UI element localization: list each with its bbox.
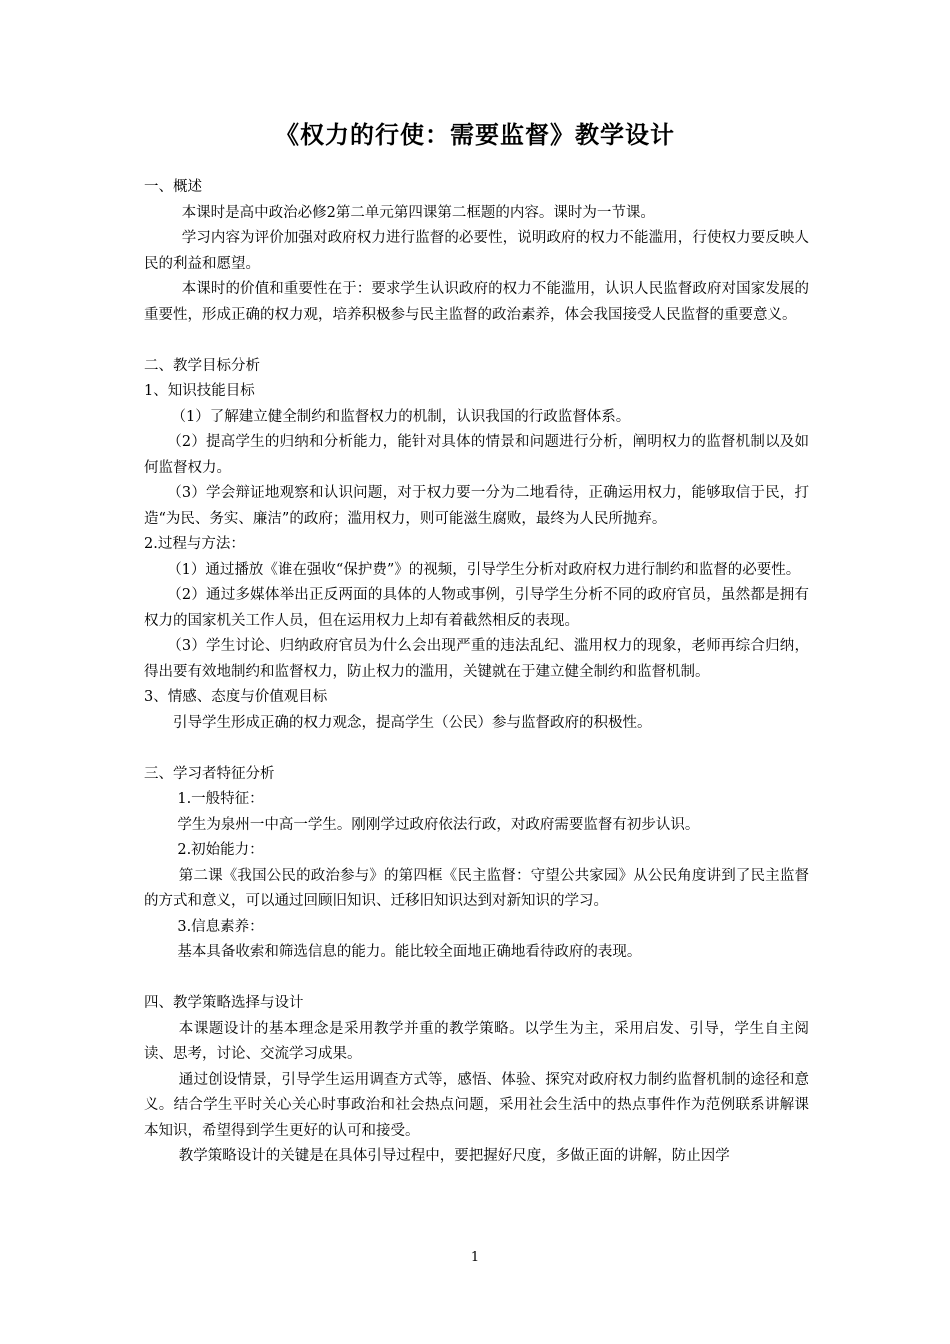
paragraph: （1）通过播放《谁在强收“保护费”》的视频，引导学生分析对政府权力进行制约和监督的必要性。 xyxy=(167,561,801,578)
paragraph: 学生为泉州一中高一学生。刚刚学过政府依法行政，对政府需要监督有初步认识。 xyxy=(177,816,700,833)
paragraph: 本课时的价值和重要性在于：要求学生认识政府的权力不能滥用，认识人民监督政府对国家发展的重要性，形成正确的权力观，培养积极参与民主监督的政治素养，体会我国接受人民监督的重要意义。 xyxy=(144,281,809,323)
section-heading-strategy: 四、教学策略选择与设计 xyxy=(144,995,304,1011)
paragraph: （2）通过多媒体举出正反两面的具体的人物或事例，引导学生分析不同的政府官员，虽然都是拥有权力的国家机关工作人员，但在运用权力上却有着截然相反的表现。 xyxy=(144,587,809,629)
paragraph: 本课时是高中政治必修2第二单元第四课第二框题的内容。课时为一节课。 xyxy=(181,204,655,221)
paragraph: 引导学生形成正确的权力观念，提高学生（公民）参与监督政府的积极性。 xyxy=(173,714,652,731)
subheading: 2.初始能力： xyxy=(177,842,264,858)
spacer xyxy=(144,328,809,354)
paragraph: （1）了解建立健全制约和监督权力的机制，认识我国的行政监督体系。 xyxy=(171,408,631,425)
section-heading-learners: 三、学习者特征分析 xyxy=(144,765,275,782)
subheading: 1.一般特征： xyxy=(177,791,264,807)
paragraph: 学习内容为评价加强对政府权力进行监督的必要性，说明政府的权力不能滥用，行使权力要反映人民的利益和愿望。 xyxy=(144,230,809,272)
paragraph: （3）学会辩证地观察和认识问题，对于权力要一分为二地看待，正确运用权力，能够取信于民，打造“为民、务实、廉洁”的政府；滥用权力，则可能滋生腐败，最终为人民所抛弃。 xyxy=(144,485,809,527)
spacer xyxy=(144,736,809,762)
paragraph: （3）学生讨论、归纳政府官员为什么会出现严重的违法乱纪、滥用权力的现象，老师再综合归纳，得出要有效地制约和监督权力，防止权力的滥用，关键就在于建立健全制约和监督机制。 xyxy=(144,638,809,680)
subheading: 2.过程与方法： xyxy=(144,536,245,552)
subheading: 1、知识技能目标 xyxy=(144,383,255,399)
spacer xyxy=(144,966,809,992)
subheading: 3、情感、态度与价值观目标 xyxy=(144,689,328,705)
page-number: 1 xyxy=(470,1250,480,1265)
paragraph: 教学策略设计的关键是在具体引导过程中，要把握好尺度，多做正面的讲解，防止因学 xyxy=(178,1148,730,1164)
paragraph: 第二课《我国公民的政治参与》的第四框《民主监督：守望公共家园》从公民角度讲到了民主监督的方式和意义，可以通过回顾旧知识、迁移旧知识达到对新知识的学习。 xyxy=(144,867,809,909)
section-heading-objectives: 二、教学目标分析 xyxy=(144,357,260,374)
section-heading-overview: 一、概述 xyxy=(144,179,202,195)
paragraph: 通过创设情景，引导学生运用调查方式等，感悟、体验、探究对政府权力制约监督机制的途径和意义。结合学生平时关心关心时事政治和社会热点问题，采用社会生活中的热点事件作为范例联系讲解课本知识，希望得到学生更好的认可和接受。 xyxy=(144,1071,809,1139)
paragraph: 基本具备收索和筛选信息的能力。能比较全面地正确地看待政府的表现。 xyxy=(177,944,642,960)
document-body xyxy=(144,175,809,1170)
paragraph: （2）提高学生的归纳和分析能力，能针对具体的情景和问题进行分析，阐明权力的监督机制以及如何监督权力。 xyxy=(144,434,809,476)
paragraph: 本课题设计的基本理念是采用教学并重的教学策略。以学生为主，采用启发、引导，学生自主阅读、思考，讨论、交流学习成果。 xyxy=(144,1020,809,1062)
subheading: 3.信息素养： xyxy=(177,918,264,935)
document-title: 《权力的行使：需要监督》教学设计 xyxy=(275,121,675,149)
